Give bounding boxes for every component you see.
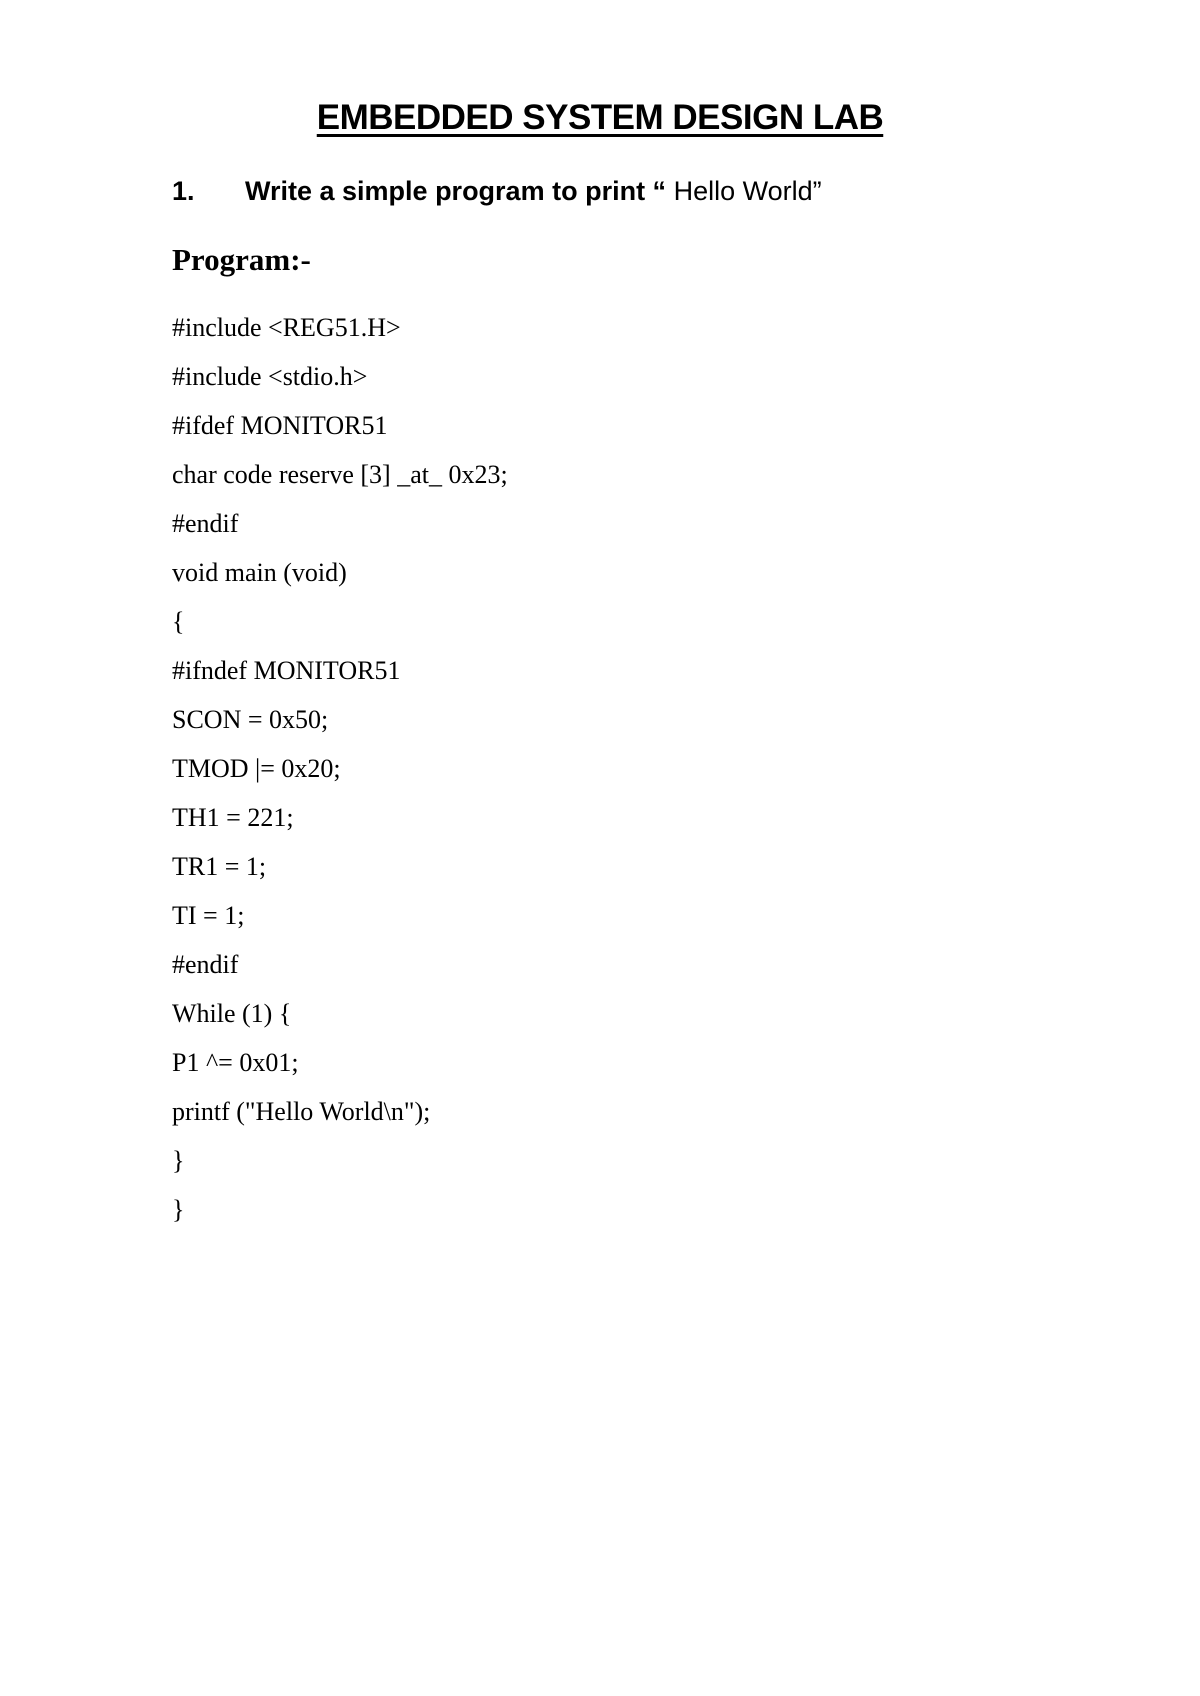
code-line: TH1 = 221;	[172, 803, 294, 832]
code-line: #include <REG51.H>	[172, 313, 401, 342]
question-text: Write a simple program to print “	[245, 176, 667, 206]
code-line: P1 ^= 0x01;	[172, 1048, 299, 1077]
code-line: #endif	[172, 509, 239, 538]
code-line: TI = 1;	[172, 901, 245, 930]
question-highlight: Hello World”	[666, 176, 822, 206]
code-line: #include <stdio.h>	[172, 362, 368, 391]
page-title: EMBEDDED SYSTEM DESIGN LAB	[316, 98, 884, 137]
code-line: While (1) {	[172, 999, 292, 1028]
code-listing	[172, 314, 508, 1245]
code-line: #ifdef MONITOR51	[172, 411, 388, 440]
code-line: }	[172, 1146, 185, 1175]
code-line: }	[172, 1195, 185, 1224]
code-line: TR1 = 1;	[172, 852, 267, 881]
code-line: void main (void)	[172, 558, 347, 587]
code-line: #endif	[172, 950, 239, 979]
code-line: char code reserve [3] _at_ 0x23;	[172, 460, 508, 489]
question-heading	[172, 178, 822, 205]
question-number: 1.	[172, 176, 195, 206]
code-line: SCON = 0x50;	[172, 705, 329, 734]
code-line: printf ("Hello World\n");	[172, 1097, 431, 1126]
code-line: #ifndef MONITOR51	[172, 656, 401, 685]
program-label: Program:-	[172, 242, 311, 277]
code-line: TMOD |= 0x20;	[172, 754, 341, 783]
code-line: {	[172, 607, 185, 636]
